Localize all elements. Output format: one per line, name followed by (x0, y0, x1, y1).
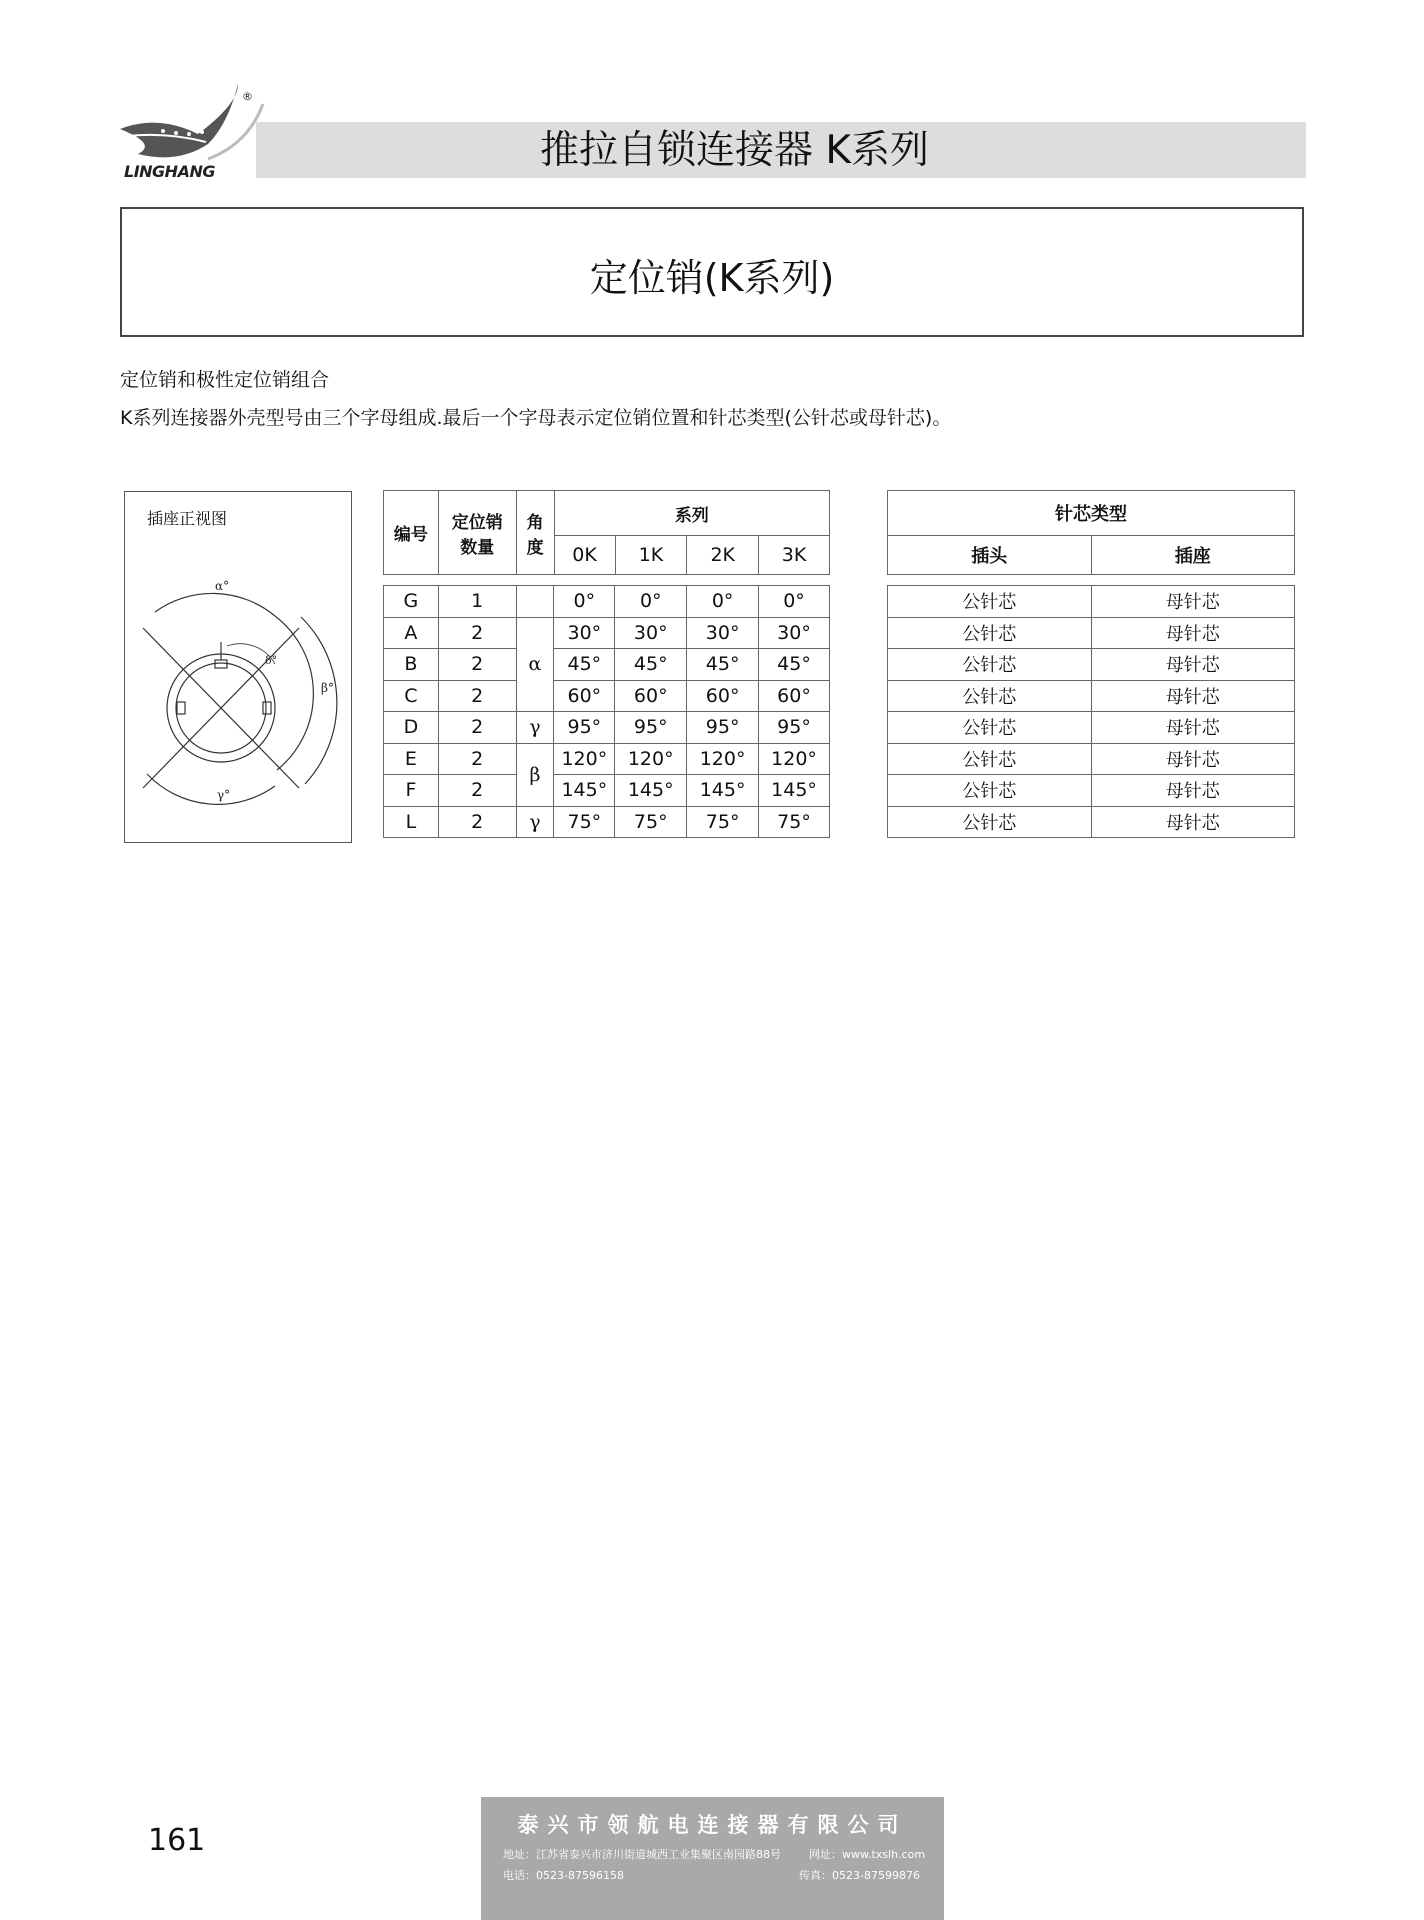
cell-value: 95° (759, 712, 830, 744)
cell-value: 145° (554, 775, 615, 807)
cell-value: 0° (687, 586, 759, 618)
cell-value: 120° (687, 743, 759, 775)
cell-value: 30° (554, 617, 615, 649)
table-row (384, 617, 830, 649)
cell-value: 145° (687, 775, 759, 807)
row-count: 2 (438, 775, 516, 807)
cell-value: 120° (554, 743, 615, 775)
header-series: 系列 (554, 491, 829, 536)
cell-value: 0° (615, 586, 687, 618)
cell-value: 75° (759, 806, 830, 838)
page-header-title: 推拉自锁连接器 K系列 (540, 128, 929, 173)
row-count: 2 (438, 649, 516, 681)
cell-value: 60° (759, 680, 830, 712)
table-row (888, 586, 1295, 618)
cell-value: 30° (615, 617, 687, 649)
cell-value: 60° (687, 680, 759, 712)
table-row (384, 712, 830, 744)
beta-label: β° (321, 681, 334, 695)
registered-mark: ® (242, 90, 253, 103)
cell-value: 120° (615, 743, 687, 775)
series-col-0k: 0K (554, 536, 615, 575)
table-row (384, 649, 830, 681)
cell-value: 95° (615, 712, 687, 744)
cell-value: 145° (759, 775, 830, 807)
row-code: C (384, 680, 439, 712)
angle-gamma: γ (516, 806, 554, 838)
row-count: 2 (438, 806, 516, 838)
series-col-2k: 2K (687, 536, 759, 575)
table-row (384, 586, 830, 618)
socket-front-view-diagram (124, 491, 352, 843)
section-title-box (120, 207, 1304, 337)
row-count: 2 (438, 712, 516, 744)
cell-value: 75° (615, 806, 687, 838)
table-row (384, 743, 830, 775)
table-row (888, 775, 1295, 807)
table-row (888, 617, 1295, 649)
cell-value: 0° (554, 586, 615, 618)
intro-line-1: 定位销和极性定位销组合 (120, 369, 330, 391)
socket-contact: 母针芯 (1091, 806, 1295, 838)
footer-address: 地址：江苏省泰兴市济川街道城西工业集聚区南园路88号 (503, 1848, 781, 1861)
angle-alpha: α (516, 617, 554, 712)
contact-header: 针芯类型 (888, 491, 1295, 536)
plug-contact: 公针芯 (888, 806, 1092, 838)
plug-contact: 公针芯 (888, 649, 1092, 681)
alpha-label: α° (215, 579, 230, 593)
section-title: 定位销(K系列) (589, 256, 835, 300)
header-code: 编号 (384, 491, 439, 575)
pin-table-header (383, 490, 830, 575)
cell-value: 95° (554, 712, 615, 744)
table-row (888, 680, 1295, 712)
plug-contact: 公针芯 (888, 586, 1092, 618)
contact-subheader-plug: 插头 (888, 536, 1092, 575)
cell-value: 120° (759, 743, 830, 775)
socket-contact: 母针芯 (1091, 775, 1295, 807)
footer-company-block (481, 1797, 944, 1920)
row-code: L (384, 806, 439, 838)
socket-drawing (125, 492, 353, 844)
delta-label: δ° (265, 654, 278, 667)
plug-contact: 公针芯 (888, 743, 1092, 775)
cell-value: 60° (554, 680, 615, 712)
cell-value: 45° (615, 649, 687, 681)
table-row (384, 680, 830, 712)
socket-contact: 母针芯 (1091, 680, 1295, 712)
table-row (888, 743, 1295, 775)
socket-contact: 母针芯 (1091, 743, 1295, 775)
socket-contact: 母针芯 (1091, 712, 1295, 744)
intro-line-2: K系列连接器外壳型号由三个字母组成.最后一个字母表示定位销位置和针芯类型(公针芯或母针芯)。 (120, 407, 952, 429)
pin-table-body (383, 585, 830, 838)
cell-value: 145° (615, 775, 687, 807)
footer-fax: 传真：0523-87599876 (799, 1869, 920, 1882)
cell-value: 75° (554, 806, 615, 838)
header-angle: 角度 (516, 491, 554, 575)
plug-contact: 公针芯 (888, 775, 1092, 807)
socket-contact: 母针芯 (1091, 617, 1295, 649)
table-row (888, 712, 1295, 744)
logo-wordmark: LINGHANG (124, 162, 215, 181)
angle-gamma: γ (516, 712, 554, 744)
socket-contact: 母针芯 (1091, 649, 1295, 681)
socket-contact: 母针芯 (1091, 586, 1295, 618)
cell-value: 45° (554, 649, 615, 681)
row-count: 2 (438, 743, 516, 775)
contact-table-body (887, 585, 1295, 838)
contact-table-header (887, 490, 1295, 575)
cell-value: 95° (687, 712, 759, 744)
angle-empty (516, 586, 554, 618)
row-code: G (384, 586, 439, 618)
row-count: 2 (438, 680, 516, 712)
contact-subheader-socket: 插座 (1091, 536, 1295, 575)
footer-phone: 电话：0523-87596158 (503, 1869, 624, 1882)
header-count: 定位销数量 (438, 491, 516, 575)
table-row (384, 775, 830, 807)
plug-contact: 公针芯 (888, 680, 1092, 712)
diagram-title: 插座正视图 (147, 509, 228, 528)
plug-contact: 公针芯 (888, 712, 1092, 744)
footer-company-name: 泰兴市领航电连接器有限公司 (517, 1812, 908, 1837)
table-row (888, 649, 1295, 681)
row-code: B (384, 649, 439, 681)
cell-value: 45° (687, 649, 759, 681)
table-row (384, 806, 830, 838)
plug-contact: 公针芯 (888, 617, 1092, 649)
cell-value: 75° (687, 806, 759, 838)
row-count: 1 (438, 586, 516, 618)
series-col-3k: 3K (759, 536, 830, 575)
row-code: F (384, 775, 439, 807)
row-code: A (384, 617, 439, 649)
cell-value: 60° (615, 680, 687, 712)
cell-value: 0° (759, 586, 830, 618)
page-number: 161 (148, 1823, 206, 1858)
footer-website: 网址：www.txslh.com (809, 1848, 926, 1861)
cell-value: 30° (759, 617, 830, 649)
cell-value: 30° (687, 617, 759, 649)
gamma-label: γ° (217, 788, 231, 802)
series-col-1k: 1K (615, 536, 687, 575)
row-code: D (384, 712, 439, 744)
table-row (888, 806, 1295, 838)
angle-beta: β (516, 743, 554, 806)
cell-value: 45° (759, 649, 830, 681)
row-code: E (384, 743, 439, 775)
row-count: 2 (438, 617, 516, 649)
